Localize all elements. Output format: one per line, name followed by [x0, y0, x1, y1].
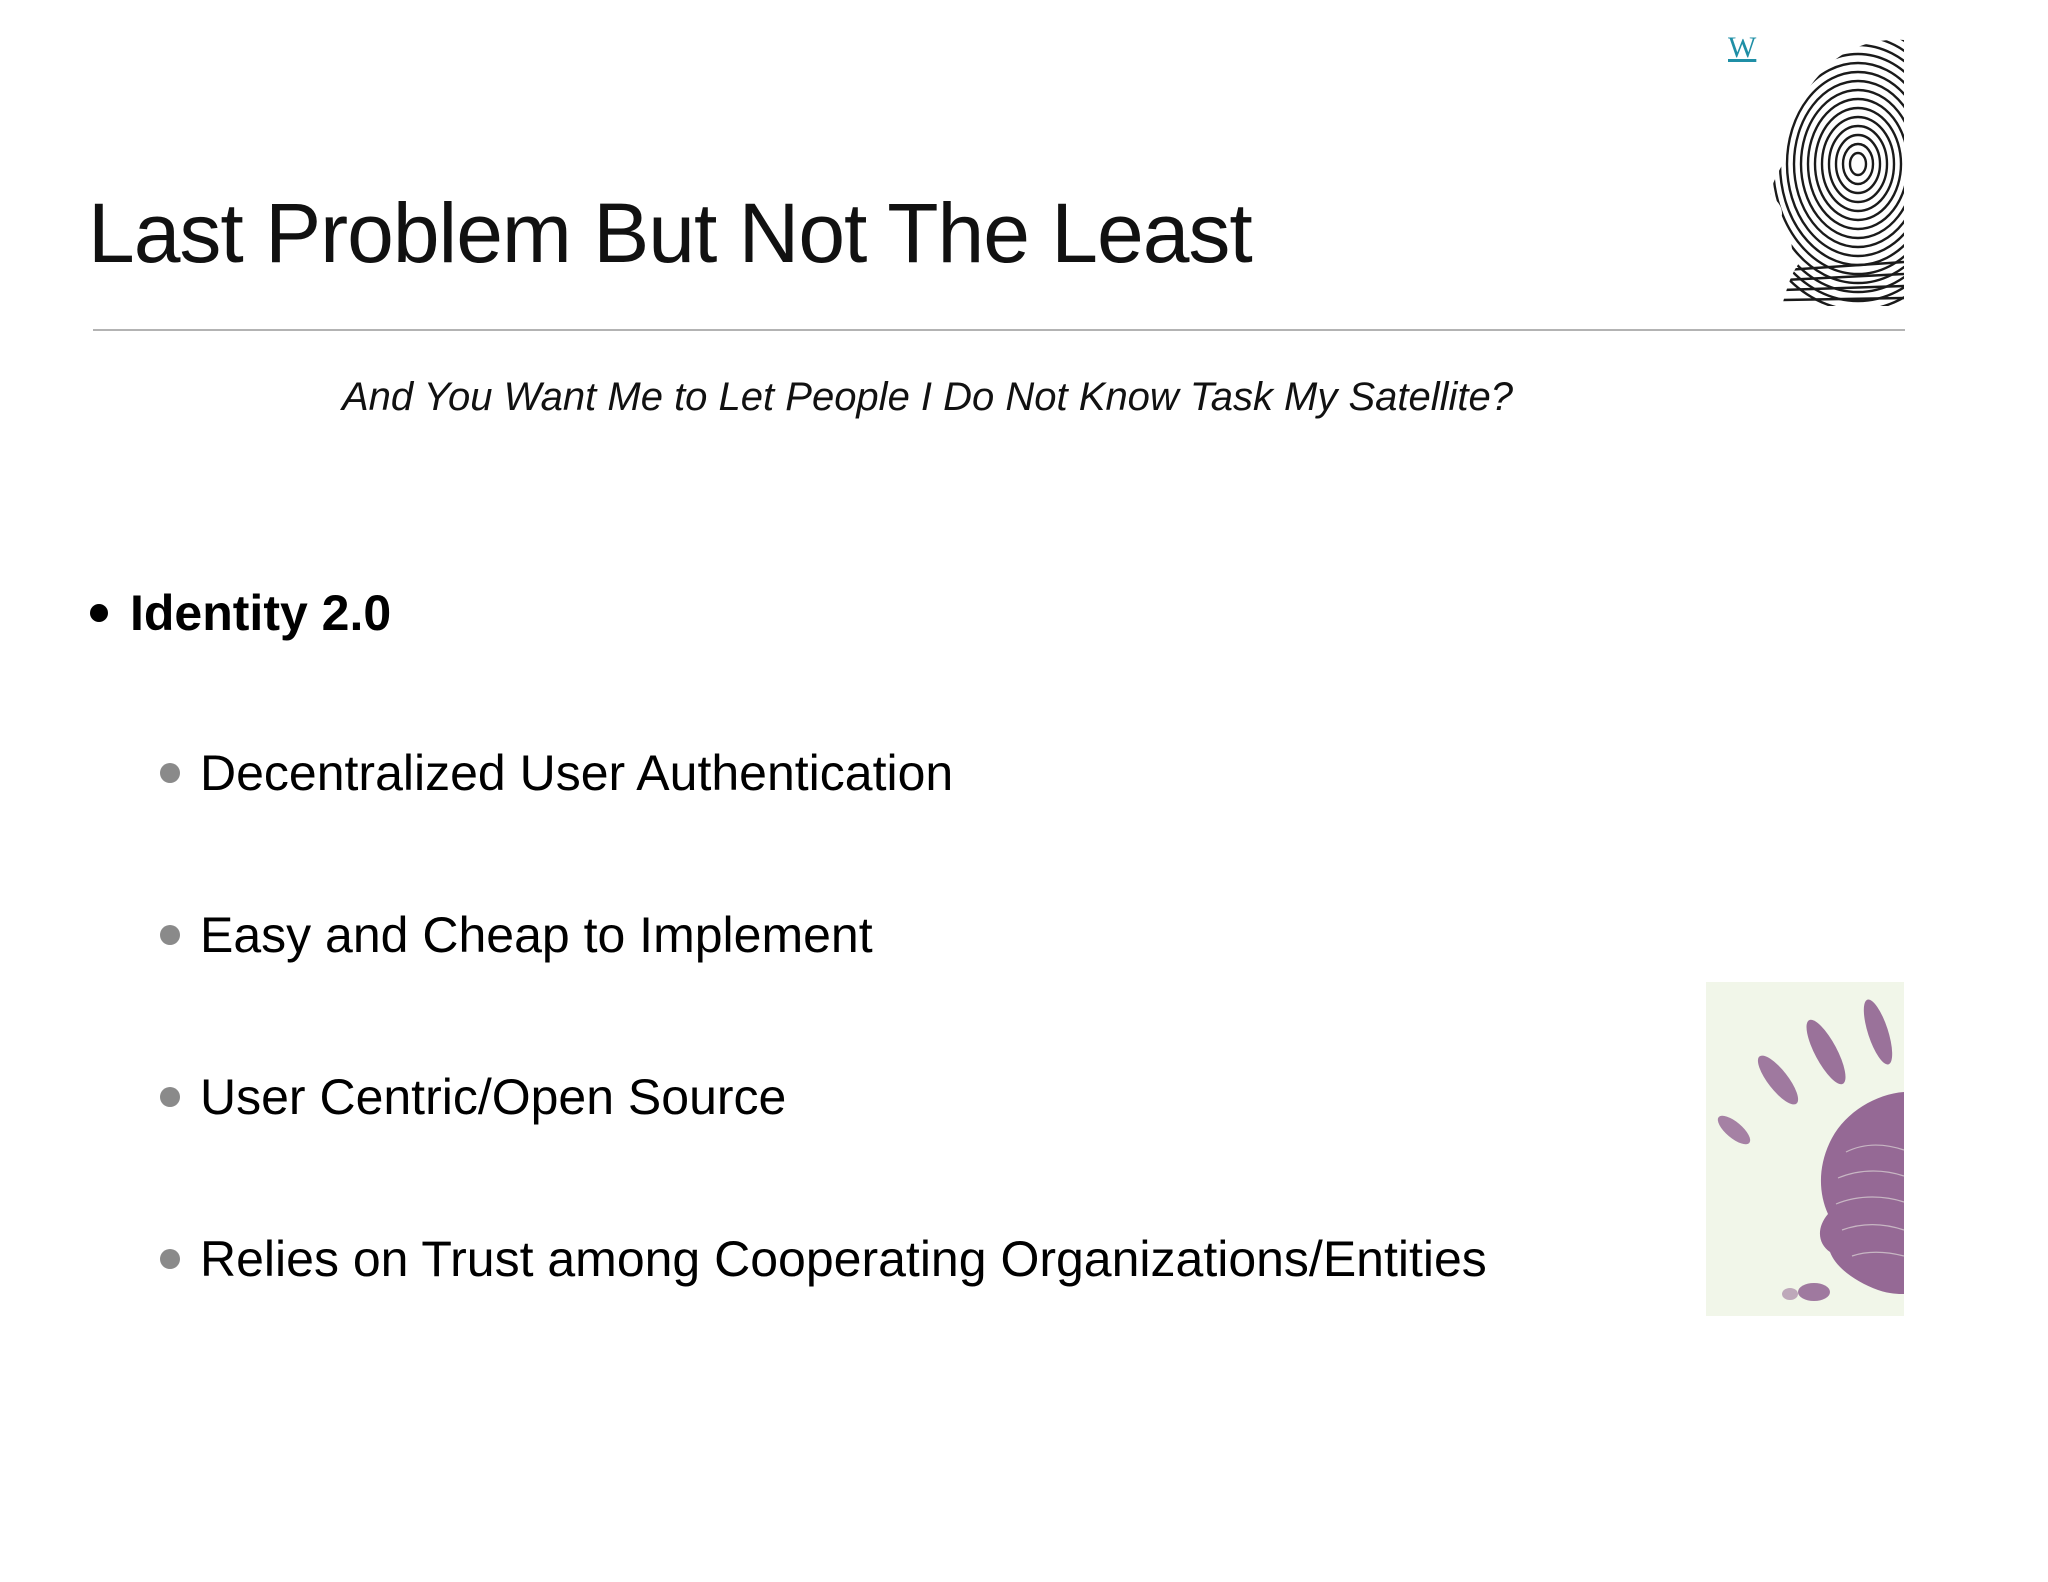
sub-bullet-dot-icon [160, 1087, 180, 1107]
slide-subtitle: And You Want Me to Let People I Do Not Know Task My Satellite? [342, 375, 1514, 419]
sub-bullet-item [160, 900, 1487, 970]
sub-bullet-dot-icon [160, 763, 180, 783]
bullet-main-text: Identity 2.0 [130, 585, 392, 641]
fingerprint-head-image [1756, 34, 1904, 314]
bullet-main [90, 578, 391, 648]
sub-bullet-list [160, 738, 1487, 1386]
sub-bullet-text: User Centric/Open Source [200, 1069, 787, 1125]
top-link[interactable]: W [1728, 31, 1757, 64]
sub-bullet-dot-icon [160, 925, 180, 945]
sub-bullet-dot-icon [160, 1249, 180, 1269]
sub-bullet-item [160, 738, 1487, 808]
sub-bullet-text: Easy and Cheap to Implement [200, 907, 873, 963]
sub-bullet-text: Relies on Trust among Cooperating Organizations/Entities [200, 1231, 1487, 1287]
bullet-dot-icon [90, 604, 108, 622]
sub-bullet-text: Decentralized User Authentication [200, 745, 954, 801]
sub-bullet-item [160, 1062, 1487, 1132]
slide-title: Last Problem But Not The Least [88, 186, 1252, 280]
title-divider [93, 329, 1905, 331]
purple-handprint-image [1706, 982, 1904, 1316]
sub-bullet-item [160, 1224, 1487, 1294]
